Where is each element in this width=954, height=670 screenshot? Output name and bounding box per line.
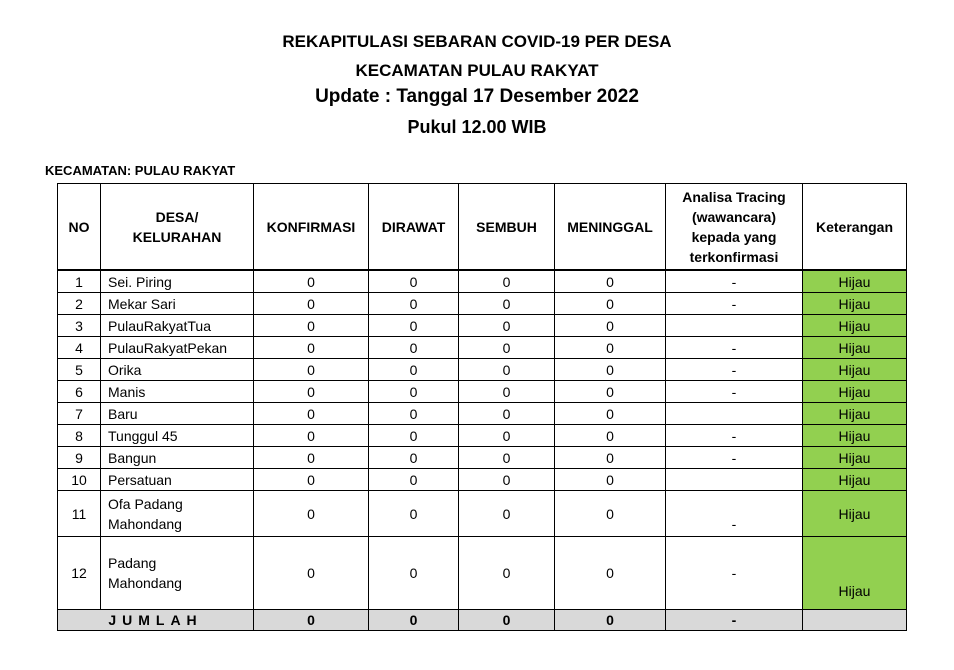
row-sembuh: 0 xyxy=(459,270,555,293)
row-keterangan-status: Hijau xyxy=(803,293,907,315)
table-row xyxy=(58,491,907,537)
row-konfirmasi: 0 xyxy=(254,491,369,537)
row-dirawat: 0 xyxy=(369,447,459,469)
table-row xyxy=(58,337,907,359)
row-konfirmasi: 0 xyxy=(254,315,369,337)
row-no: 3 xyxy=(58,315,101,337)
row-meninggal: 0 xyxy=(555,403,666,425)
row-meninggal: 0 xyxy=(555,447,666,469)
row-desa xyxy=(101,537,254,610)
row-desa: Baru xyxy=(101,403,254,425)
row-sembuh: 0 xyxy=(459,447,555,469)
row-desa-line2: Mahondang xyxy=(108,575,182,591)
row-keterangan-status: Hijau xyxy=(803,270,907,293)
header-analisa-line2: (wawancara) xyxy=(691,208,777,225)
row-sembuh: 0 xyxy=(459,315,555,337)
row-sembuh: 0 xyxy=(459,491,555,537)
row-konfirmasi: 0 xyxy=(254,447,369,469)
row-no: 2 xyxy=(58,293,101,315)
header-dirawat: DIRAWAT xyxy=(369,184,459,271)
header-analisa-tracing xyxy=(666,184,803,271)
row-desa-line2: Mahondang xyxy=(108,515,182,532)
total-row xyxy=(58,610,907,631)
row-dirawat: 0 xyxy=(369,491,459,537)
header-desa-line1: DESA/ xyxy=(155,208,199,225)
row-desa-line1: Padang xyxy=(108,555,157,571)
table-row xyxy=(58,537,907,610)
row-no: 6 xyxy=(58,381,101,403)
row-meninggal: 0 xyxy=(555,337,666,359)
header-konfirmasi: KONFIRMASI xyxy=(254,184,369,271)
table-row xyxy=(58,359,907,381)
total-label: JUMLAH xyxy=(58,610,254,631)
row-no: 7 xyxy=(58,403,101,425)
row-meninggal: 0 xyxy=(555,293,666,315)
row-dirawat: 0 xyxy=(369,359,459,381)
row-meninggal: 0 xyxy=(555,537,666,610)
row-sembuh: 0 xyxy=(459,425,555,447)
header-no: NO xyxy=(58,184,101,271)
row-konfirmasi: 0 xyxy=(254,469,369,491)
title-line-4-time: Pukul 12.00 WIB xyxy=(407,117,547,137)
table-row xyxy=(58,381,907,403)
row-keterangan-status: Hijau xyxy=(803,403,907,425)
table-row xyxy=(58,293,907,315)
row-keterangan-status: Hijau xyxy=(803,491,907,537)
row-desa: Tunggul 45 xyxy=(101,425,254,447)
row-dirawat: 0 xyxy=(369,315,459,337)
row-analisa: - xyxy=(666,293,803,315)
row-meninggal: 0 xyxy=(555,315,666,337)
row-keterangan-status: Hijau xyxy=(803,337,907,359)
header-desa-line2: KELURAHAN xyxy=(132,228,222,245)
row-desa: Orika xyxy=(101,359,254,381)
row-sembuh: 0 xyxy=(459,403,555,425)
row-analisa xyxy=(666,469,803,491)
row-desa: Manis xyxy=(101,381,254,403)
header-analisa-line1: Analisa Tracing xyxy=(682,188,786,205)
row-no: 8 xyxy=(58,425,101,447)
row-dirawat: 0 xyxy=(369,381,459,403)
row-desa: Bangun xyxy=(101,447,254,469)
table-row xyxy=(58,315,907,337)
row-dirawat: 0 xyxy=(369,537,459,610)
total-meninggal: 0 xyxy=(555,610,666,631)
row-desa xyxy=(101,491,254,537)
row-no: 10 xyxy=(58,469,101,491)
row-desa: PulauRakyatPekan xyxy=(101,337,254,359)
table-row xyxy=(58,469,907,491)
row-no: 12 xyxy=(58,537,101,610)
row-konfirmasi: 0 xyxy=(254,425,369,447)
total-analisa: - xyxy=(666,610,803,631)
row-konfirmasi: 0 xyxy=(254,381,369,403)
header-analisa-line4: terkonfirmasi xyxy=(689,248,779,265)
row-dirawat: 0 xyxy=(369,270,459,293)
kecamatan-label: KECAMATAN: PULAU RAKYAT xyxy=(45,163,236,178)
row-keterangan-status: Hijau xyxy=(803,537,907,610)
row-konfirmasi: 0 xyxy=(254,337,369,359)
row-dirawat: 0 xyxy=(369,337,459,359)
row-konfirmasi: 0 xyxy=(254,270,369,293)
table-row xyxy=(58,447,907,469)
row-dirawat: 0 xyxy=(369,425,459,447)
row-no: 9 xyxy=(58,447,101,469)
row-desa: Mekar Sari xyxy=(101,293,254,315)
title-line-2: KECAMATAN PULAU RAKYAT xyxy=(355,61,599,80)
row-meninggal: 0 xyxy=(555,381,666,403)
row-analisa xyxy=(666,403,803,425)
row-meninggal: 0 xyxy=(555,491,666,537)
row-desa-line1: Ofa Padang xyxy=(108,495,183,512)
row-no: 4 xyxy=(58,337,101,359)
row-analisa: - xyxy=(666,537,803,610)
row-dirawat: 0 xyxy=(369,403,459,425)
table-row xyxy=(58,270,907,293)
row-meninggal: 0 xyxy=(555,425,666,447)
row-analisa: - xyxy=(666,337,803,359)
header-sembuh: SEMBUH xyxy=(459,184,555,271)
row-keterangan-status: Hijau xyxy=(803,469,907,491)
row-dirawat: 0 xyxy=(369,293,459,315)
row-keterangan-status: Hijau xyxy=(803,425,907,447)
row-sembuh: 0 xyxy=(459,537,555,610)
total-sembuh: 0 xyxy=(459,610,555,631)
total-keterangan xyxy=(803,610,907,631)
row-konfirmasi: 0 xyxy=(254,293,369,315)
total-konfirmasi: 0 xyxy=(254,610,369,631)
row-sembuh: 0 xyxy=(459,359,555,381)
row-analisa: - xyxy=(666,425,803,447)
row-keterangan-status: Hijau xyxy=(803,447,907,469)
row-analisa xyxy=(666,315,803,337)
row-konfirmasi: 0 xyxy=(254,403,369,425)
row-desa: Persatuan xyxy=(101,469,254,491)
header-keterangan: Keterangan xyxy=(803,184,907,271)
row-keterangan-status: Hijau xyxy=(803,359,907,381)
row-sembuh: 0 xyxy=(459,337,555,359)
row-dirawat: 0 xyxy=(369,469,459,491)
row-no: 1 xyxy=(58,270,101,293)
row-sembuh: 0 xyxy=(459,381,555,403)
row-analisa: - xyxy=(666,270,803,293)
header-desa xyxy=(101,184,254,271)
table-row xyxy=(58,403,907,425)
row-meninggal: 0 xyxy=(555,359,666,381)
row-keterangan-status: Hijau xyxy=(803,381,907,403)
row-keterangan-status: Hijau xyxy=(803,315,907,337)
row-analisa: - xyxy=(666,381,803,403)
row-sembuh: 0 xyxy=(459,293,555,315)
table-header-row xyxy=(58,184,907,271)
row-analisa: - xyxy=(666,447,803,469)
total-dirawat: 0 xyxy=(369,610,459,631)
row-analisa: - xyxy=(666,359,803,381)
row-no: 5 xyxy=(58,359,101,381)
header-analisa-line3: kepada yang xyxy=(691,228,777,245)
row-analisa: - xyxy=(666,491,803,537)
row-desa: PulauRakyatTua xyxy=(101,315,254,337)
title-line-1: REKAPITULASI SEBARAN COVID-19 PER DESA xyxy=(282,32,672,51)
row-meninggal: 0 xyxy=(555,270,666,293)
row-konfirmasi: 0 xyxy=(254,359,369,381)
title-line-3-update-date: Update : Tanggal 17 Desember 2022 xyxy=(315,86,639,107)
header-meninggal: MENINGGAL xyxy=(555,184,666,271)
row-konfirmasi: 0 xyxy=(254,537,369,610)
row-meninggal: 0 xyxy=(555,469,666,491)
table-row xyxy=(58,425,907,447)
row-sembuh: 0 xyxy=(459,469,555,491)
row-no: 11 xyxy=(58,491,101,537)
recap-table xyxy=(57,183,907,631)
row-desa: Sei. Piring xyxy=(101,270,254,293)
